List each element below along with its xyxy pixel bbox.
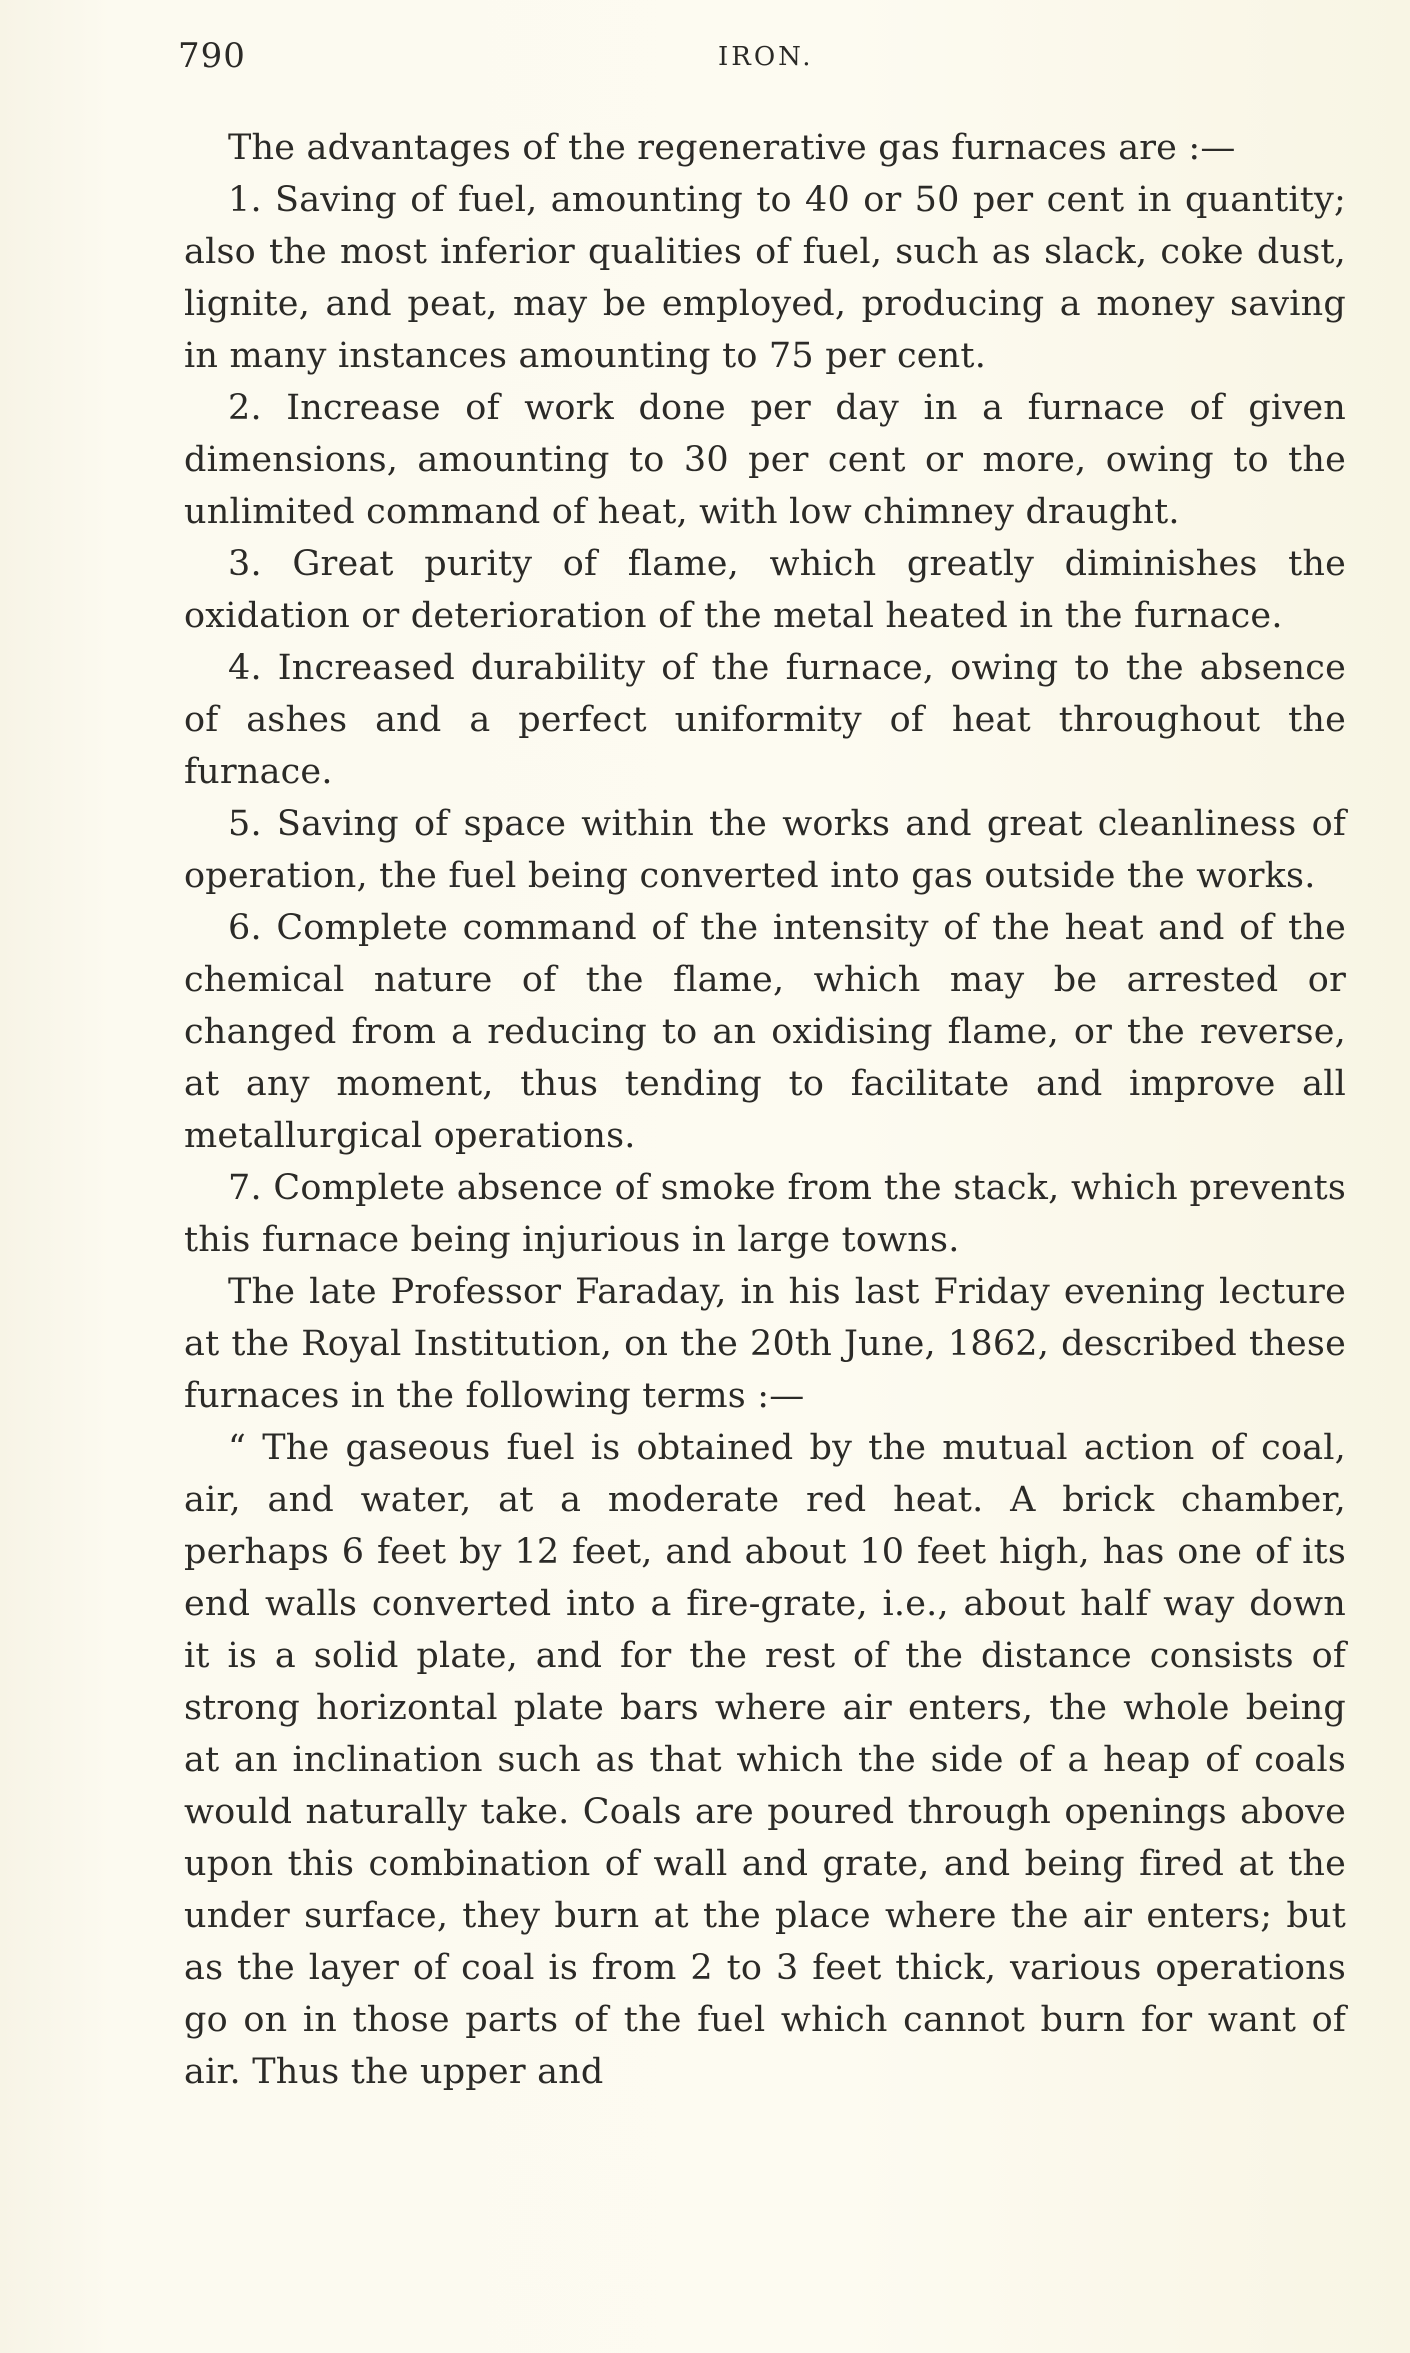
quotation-paragraph: “ The gaseous fuel is obtained by the mutual action of coal, air, and water, at a moderate red heat. A brick chamber, perhaps 6 feet by 12 feet, and about 10 feet high, has one of its end walls converted into a fire-grate, i.e., about half way down it is a solid plate, and for the rest of the distance consists of strong horizontal plate bars where air enters, the whole being at an inclination such as that which the side of a heap of coals would naturally take. Coals are poured through openings above upon this combination of wall and grate, and being fired at the under surface, they burn at the place where the air enters; but as the layer of coal is from 2 to 3 feet thick, various operations go on in those parts of the fuel which cannot burn for want of air. Thus the upper and [184,1428,1346,2092]
advantage-2-paragraph: 2. Increase of work done per day in a furnace of given dimensions, amounting to 30 per cent or more, owing to the unlimited command of heat, with low chimney draught. [184,388,1346,532]
running-head: IRON. [718,42,814,72]
page-number: 790 [178,36,246,76]
advantage-7-paragraph: 7. Complete absence of smoke from the stack, which prevents this furnace being injurious in large towns. [184,1168,1346,1260]
advantage-6-paragraph: 6. Complete command of the intensity of the heat and of the chemical nature of the flame, which may be arrested or changed from a reducing to an oxidising flame, or the reverse, at any moment, thus tending to facilitate and improve all metallurgical operations. [184,908,1346,1156]
body-text [184,122,1346,2098]
page-header [178,36,1348,88]
faraday-paragraph: The late Professor Faraday, in his last Friday evening lecture at the Royal Institution, on the 20th June, 1862, described these furnaces in the following terms :— [184,1272,1346,1416]
advantage-4-paragraph: 4. Increased durability of the furnace, owing to the absence of ashes and a perfect uniformity of heat throughout the furnace. [184,648,1346,792]
advantage-5-paragraph: 5. Saving of space within the works and great cleanliness of operation, the fuel being converted into gas outside the works. [184,804,1346,896]
intro-paragraph: The advantages of the regenerative gas furnaces are :— [228,128,1236,168]
advantage-3-paragraph: 3. Great purity of flame, which greatly diminishes the oxidation or deterioration of the metal heated in the furnace. [184,544,1346,636]
advantage-1-paragraph: 1. Saving of fuel, amounting to 40 or 50 per cent in quantity; also the most inferior qualities of fuel, such as slack, coke dust, lignite, and peat, may be employed, producing a money saving in many instances amounting to 75 per cent. [184,180,1346,376]
